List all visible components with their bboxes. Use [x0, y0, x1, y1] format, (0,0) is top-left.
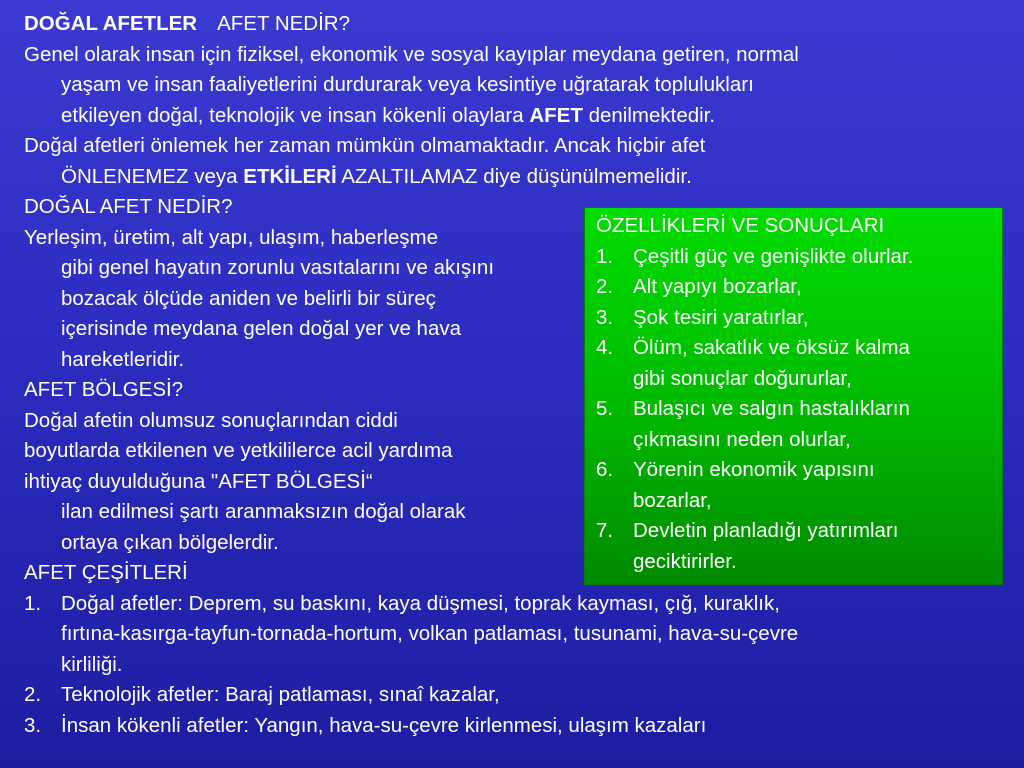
features-item-5-text-1: Bulaşıcı ve salgın hastalıkların [633, 397, 910, 420]
disaster-zone-heading: AFET BÖLGESİ? [24, 378, 184, 401]
features-item-6-text-1: Yörenin ekonomik yapısını [633, 458, 875, 481]
types-item-1-line-3: kirliliği. [61, 652, 123, 676]
features-item-2-text: Alt yapıyı bozarlar, [633, 275, 802, 298]
features-item-6-text-2: bozarlar, [633, 488, 712, 512]
disaster-zone-line-1: Doğal afetin olumsuz sonuçlarından ciddi [24, 408, 398, 432]
types-item-1-number: 1. [24, 591, 42, 615]
etkileri-bold: ETKİLERİ [243, 164, 337, 188]
natural-disaster-line-2: gibi genel hayatın zorunlu vasıtalarını ve akışını [61, 256, 495, 279]
features-item-1 [596, 242, 1002, 273]
natural-disaster-heading: DOĞAL AFET NEDİR? [24, 195, 233, 218]
features-box [584, 207, 1003, 585]
slide-title: DOĞAL AFETLER [24, 12, 198, 35]
features-item-7-text-1: Devletin planladığı yatırımları [633, 519, 899, 542]
types-item-1-line-2: fırtına-kasırga-tayfun-tornada-hortum, volkan patlaması, tusunami, hava-su-çevre [61, 622, 799, 645]
natural-disaster-line-1: Yerleşim, üretim, alt yapı, ulaşım, haberleşme [24, 225, 438, 249]
definition-line-3-pre: etkileyen doğal, teknolojik ve insan kökenli olaylara [61, 103, 530, 127]
features-item-4-number: 4. [596, 336, 614, 359]
features-item-2-number: 2. [596, 275, 614, 298]
features-item-1-text: Çeşitli güç ve genişlikte olurlar. [633, 244, 914, 268]
natural-disaster-line-4: içerisinde meydana gelen doğal yer ve hava [61, 317, 462, 340]
features-item-7 [596, 516, 1002, 547]
prevention-line-1: Doğal afetleri önlemek her zaman mümkün olmamaktadır. Ancak hiçbir afet [24, 134, 706, 157]
features-item-5 [596, 394, 1002, 425]
prevention-line-2-post: AZALTILAMAZ diye düşünülmemelidir. [336, 164, 692, 188]
features-item-6-number: 6. [596, 458, 614, 481]
disaster-zone-line-3: ihtiyaç duyulduğuna "AFET BÖLGESİ“ [24, 469, 373, 493]
types-item-2-number: 2. [24, 683, 42, 706]
features-item-4-text-1: Ölüm, sakatlık ve öksüz kalma [633, 336, 910, 359]
features-item-5-number: 5. [596, 397, 614, 420]
types-item-3-number: 3. [24, 713, 42, 737]
natural-disaster-line-3: bozacak ölçüde aniden ve belirli bir süreç [61, 286, 436, 310]
types-item-1 [24, 589, 1009, 620]
types-heading: AFET ÇEŞİTLERİ [24, 561, 188, 584]
features-item-4 [596, 333, 1002, 364]
title-question: AFET NEDİR? [217, 12, 351, 35]
title-line [24, 9, 1009, 40]
features-item-7-number: 7. [596, 519, 614, 542]
disaster-zone-line-5: ortaya çıkan bölgelerdir. [61, 530, 279, 554]
types-item-3-line-1: İnsan kökenli afetler: Yangın, hava-su-çevre kirlenmesi, ulaşım kazaları [61, 713, 707, 737]
afet-bold: AFET [529, 103, 583, 127]
features-item-1-number: 1. [596, 244, 614, 268]
features-item-5-text-2: çıkmasını neden olurlar, [633, 427, 851, 451]
natural-disaster-line-5: hareketleridir. [61, 347, 185, 371]
features-item-2 [596, 272, 1002, 303]
definition-line-3-post: denilmektedir. [582, 103, 716, 127]
types-item-3 [24, 711, 1009, 742]
definition-line-2: yaşam ve insan faaliyetlerini durdurarak veya kesintiye uğratarak toplulukları [61, 73, 754, 96]
types-item-2 [24, 680, 1009, 711]
disaster-zone-line-4: ilan edilmesi şartı aranmaksızın doğal olarak [61, 500, 466, 523]
features-item-3-number: 3. [596, 305, 614, 329]
features-item-6 [596, 455, 1002, 486]
features-item-4-text-2: gibi sonuçlar doğururlar, [633, 366, 852, 390]
prevention-line-2 [24, 162, 1009, 193]
definition-line-3 [24, 101, 1009, 132]
types-item-2-line-1: Teknolojik afetler: Baraj patlaması, sınaî kazalar, [61, 683, 500, 706]
disaster-zone-line-2: boyutlarda etkilenen ve yetkililerce acil yardıma [24, 439, 453, 462]
prevention-line-2-pre: ÖNLENEMEZ veya [61, 164, 244, 188]
features-heading: ÖZELLİKLERİ VE SONUÇLARI [596, 214, 885, 237]
features-item-3 [596, 303, 1002, 334]
features-item-7-text-2: geciktirirler. [633, 549, 737, 573]
definition-line-1: Genel olarak insan için fiziksel, ekonomik ve sosyal kayıplar meydana getiren, normal [24, 42, 799, 66]
features-item-3-text: Şok tesiri yaratırlar, [633, 305, 809, 329]
types-item-1-line-1: Doğal afetler: Deprem, su baskını, kaya düşmesi, toprak kayması, çığ, kuraklık, [61, 591, 780, 615]
